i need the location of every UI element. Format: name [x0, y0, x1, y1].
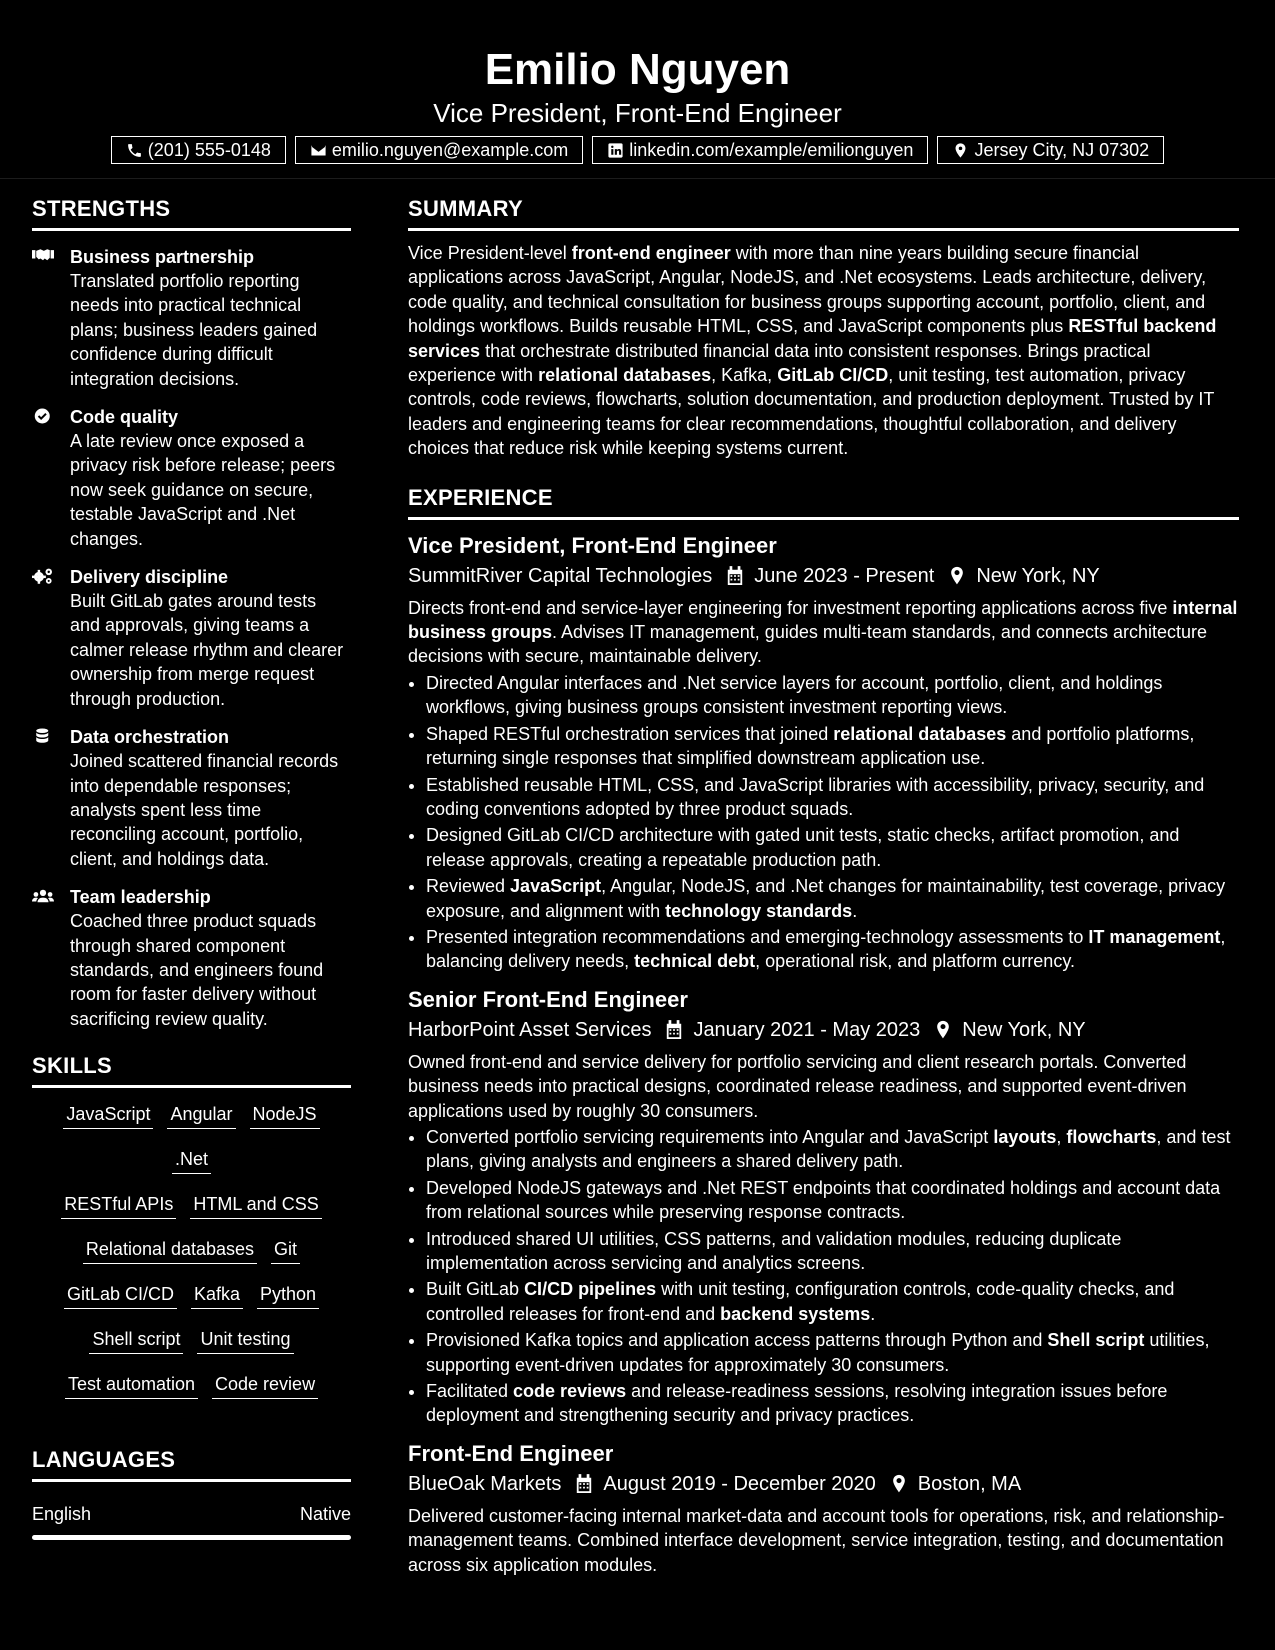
envelope-icon — [310, 142, 327, 159]
map-pin-icon — [890, 1474, 908, 1494]
skills-row — [36, 1192, 347, 1237]
contact-location-text: Jersey City, NJ 07302 — [974, 139, 1150, 160]
language-name: English — [32, 1504, 92, 1525]
job-dates: August 2019 - December 2020 — [603, 1472, 876, 1495]
skill-tag: Python — [257, 1282, 319, 1309]
strengths-heading: STRENGTHS — [32, 196, 351, 231]
language-item — [32, 1504, 351, 1525]
skills-row — [36, 1102, 347, 1192]
skill-tag: Relational databases — [83, 1237, 257, 1264]
job-title: Senior Front-End Engineer — [408, 986, 688, 1012]
calendar-icon — [726, 566, 744, 586]
job-description: Directs front-end and service-layer engineering for investment reporting applications across five internal business groups. Advises IT management, guides multi-team standards, and connects architecture decisions with secure, maintainable delivery. — [408, 597, 1238, 667]
job-bullets — [408, 1125, 1239, 1428]
contact-linkedin-text: linkedin.com/example/emilionguyen — [629, 139, 914, 160]
strength-title: Data orchestration — [70, 727, 230, 748]
strength-title: Delivery discipline — [70, 567, 229, 588]
linkedin-icon — [607, 142, 624, 159]
skill-tag: Shell script — [89, 1327, 183, 1354]
strength-title: Team leadership — [70, 887, 211, 908]
users-icon — [32, 887, 54, 905]
check-circle-icon — [32, 407, 54, 425]
contact-email-text: emilio.nguyen@example.com — [331, 139, 569, 160]
job-bullet: • Shaped RESTful orchestration services that joined relational databases and portfolio platforms, returning single responses that simplified downstream application use. — [426, 722, 1239, 771]
map-pin-icon — [948, 566, 966, 586]
skills-list — [32, 1102, 351, 1417]
summary-text: Vice President-level front-end engineer with more than nine years building secure financial applications across JavaScript, Angular, NodeJS, and .Net ecosystems. Leads architecture, delivery, code quality, and technical consultation for business groups supporting account, portfolio, client, and holdings workflows. Builds reusable HTML, CSS, and JavaScript components plus RESTful backend services that orchestrate distributed financial data into consistent responses. Brings practical experience with relational databases, Kafka, GitLab CI/CD, unit testing, test automation, privacy controls, code reviews, flowcharts, solution documentation, and production deployment. Trusted by IT leaders and engineering teams for clear recommendations, thoughtful collaboration, and delivery choices that reduce risk while keeping systems current. — [408, 243, 1217, 459]
job-description: Delivered customer-facing internal market-data and account tools for operations, risk, and relationship-management teams. Combined interface development, service integration, testing, and documentation across six application modules. — [408, 1505, 1225, 1575]
strength-desc: Translated portfolio reporting needs into practical technical plans; business leaders gained confidence during difficult integration decisions. — [70, 271, 318, 389]
handshake-icon — [32, 247, 54, 265]
job-entry — [408, 986, 1239, 1428]
resume-header — [0, 0, 1275, 179]
job-bullet: • Established reusable HTML, CSS, and JavaScript libraries with accessibility, privacy, security, and coding conventions adopted by three product squads. — [426, 773, 1239, 822]
strength-item — [32, 725, 351, 871]
job-company: SummitRiver Capital Technologies — [408, 564, 713, 587]
strength-desc: Joined scattered financial records into dependable responses; analysts spent less time reconciling account, portfolio, client, and holdings data. — [70, 751, 339, 869]
skill-tag: GitLab CI/CD — [64, 1282, 177, 1309]
job-entry — [408, 532, 1239, 974]
skill-tag: Git — [271, 1237, 300, 1264]
strength-item — [32, 405, 351, 551]
right-column — [408, 196, 1239, 1577]
contact-location — [937, 136, 1164, 164]
skill-tag: NodeJS — [250, 1102, 320, 1129]
skill-tag: JavaScript — [63, 1102, 153, 1129]
calendar-icon — [575, 1474, 593, 1494]
map-pin-icon — [934, 1020, 952, 1040]
skill-tag: RESTful APIs — [61, 1192, 176, 1219]
contact-linkedin[interactable] — [592, 136, 928, 164]
skill-tag: Kafka — [191, 1282, 243, 1309]
job-bullet: • Provisioned Kafka topics and application access patterns through Python and Shell script utilities, supporting event-driven updates for approximately 30 consumers. — [426, 1328, 1239, 1377]
skills-row — [36, 1282, 347, 1327]
job-company: HarborPoint Asset Services — [408, 1018, 652, 1041]
summary-heading: SUMMARY — [408, 196, 1239, 231]
left-column — [32, 196, 351, 1540]
job-bullet: • Facilitated code reviews and release-readiness sessions, resolving integration issues before deployment and strengthening security and privacy practices. — [426, 1379, 1239, 1428]
contact-email[interactable] — [295, 136, 583, 164]
gears-icon — [32, 567, 54, 585]
job-company: BlueOak Markets — [408, 1472, 562, 1495]
strength-title: Business partnership — [70, 247, 255, 267]
job-bullet: • Built GitLab CI/CD pipelines with unit testing, configuration controls, code-quality checks, and controlled releases for front-end and backend systems. — [426, 1277, 1239, 1326]
job-description: Owned front-end and service delivery for portfolio servicing and client research portals. Converted business needs into practical designs, coordinated release readiness, and supported event-driven applications used by roughly 30 consumers. — [408, 1051, 1187, 1121]
job-bullet: • Presented integration recommendations and emerging-technology assessments to IT management, balancing delivery needs, technical debt, operational risk, and platform currency. — [426, 925, 1239, 974]
contact-bar — [0, 136, 1275, 164]
skills-row — [36, 1372, 347, 1417]
strength-item — [32, 565, 351, 711]
job-bullet: • Converted portfolio servicing requirements into Angular and JavaScript layouts, flowcharts, and test plans, giving analysts and engineers a shared delivery path. — [426, 1125, 1239, 1174]
strength-item — [32, 885, 351, 1031]
strength-desc: A late review once exposed a privacy risk before release; peers now seek guidance on secure, testable JavaScript and .Net changes. — [70, 431, 336, 549]
contact-phone[interactable] — [111, 136, 286, 164]
job-bullet: • Reviewed JavaScript, Angular, NodeJS, and .Net changes for maintainability, test coverage, privacy exposure, and alignment with technology standards. — [426, 874, 1239, 923]
job-location: New York, NY — [976, 564, 1100, 587]
job-bullet: • Introduced shared UI utilities, CSS patterns, and validation modules, reducing duplicate implementation across servicing and analytics screens. — [426, 1227, 1239, 1276]
strength-item — [32, 245, 351, 391]
skill-tag: Unit testing — [197, 1327, 293, 1354]
phone-icon — [126, 142, 143, 159]
candidate-name: Emilio Nguyen — [484, 45, 791, 94]
language-proficiency-bar — [32, 1535, 351, 1540]
job-location: New York, NY — [962, 1018, 1086, 1041]
contact-phone-text: (201) 555-0148 — [147, 139, 271, 160]
job-bullets — [408, 671, 1239, 974]
skill-tag: Test automation — [65, 1372, 198, 1399]
job-dates: January 2021 - May 2023 — [693, 1018, 921, 1041]
job-bullet: • Developed NodeJS gateways and .Net REST endpoints that coordinated holdings and account data from relational sources while preserving response contracts. — [426, 1176, 1239, 1225]
job-meta — [408, 562, 1239, 590]
candidate-title: Vice President, Front-End Engineer — [433, 98, 842, 128]
job-title: Front-End Engineer — [408, 1440, 614, 1466]
languages-heading: LANGUAGES — [32, 1447, 351, 1482]
strength-desc: Built GitLab gates around tests and approvals, giving teams a calmer release rhythm and clearer ownership from merge request through production. — [70, 591, 344, 709]
job-meta — [408, 1470, 1239, 1498]
skills-row — [36, 1327, 347, 1372]
job-bullet: • Designed GitLab CI/CD architecture with gated unit tests, static checks, artifact promotion, and release approvals, creating a repeatable production path. — [426, 823, 1239, 872]
skill-tag: HTML and CSS — [190, 1192, 321, 1219]
job-meta — [408, 1016, 1239, 1044]
database-icon — [32, 727, 54, 745]
job-location: Boston, MA — [917, 1472, 1022, 1495]
skill-tag: .Net — [172, 1147, 211, 1174]
strength-desc: Coached three product squads through shared component standards, and engineers found room for faster delivery without sacrificing review quality. — [70, 911, 324, 1029]
job-bullet: • Directed Angular interfaces and .Net service layers for account, portfolio, client, and holdings workflows, giving business groups consistent investment reporting views. — [426, 671, 1239, 720]
map-pin-icon — [952, 142, 969, 159]
skill-tag: Angular — [167, 1102, 235, 1129]
skills-row — [36, 1237, 347, 1282]
job-entry — [408, 1440, 1239, 1577]
job-dates: June 2023 - Present — [754, 564, 935, 587]
skills-heading: SKILLS — [32, 1053, 351, 1088]
skill-tag: Code review — [212, 1372, 318, 1399]
calendar-icon — [665, 1020, 683, 1040]
language-level: Native — [299, 1504, 351, 1525]
experience-heading: EXPERIENCE — [408, 485, 1239, 520]
job-title: Vice President, Front-End Engineer — [408, 532, 777, 558]
strength-title: Code quality — [70, 407, 179, 428]
